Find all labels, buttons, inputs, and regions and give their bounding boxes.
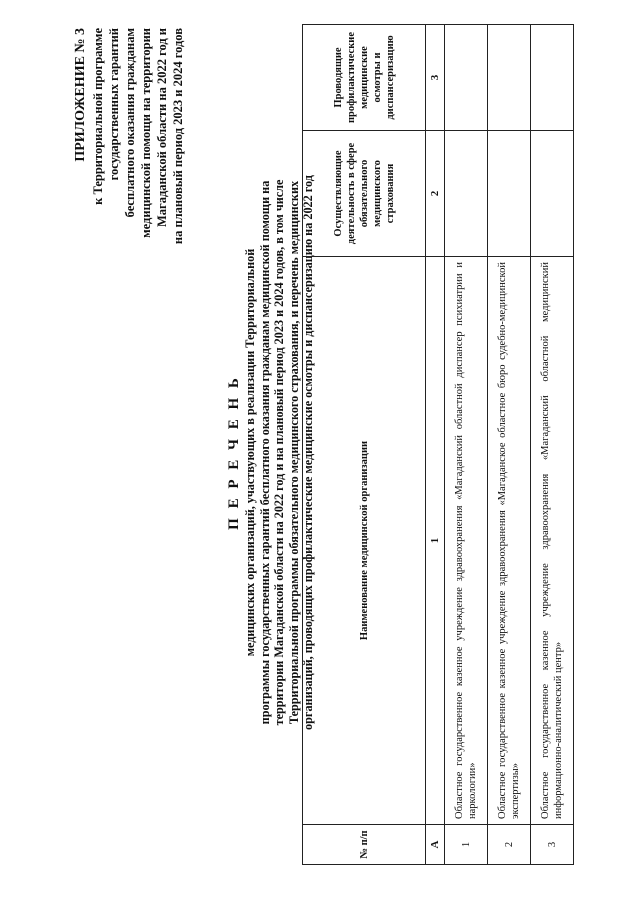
row-oms-cell — [445, 131, 488, 257]
table-row — [445, 25, 488, 865]
subtitle-line: территории Магаданской области на 2022 год и на плановый период 2023 и 2024 годов, в том числе — [272, 179, 286, 726]
table-row — [531, 25, 574, 865]
appendix-line: Магаданской области на 2022 год и — [155, 28, 169, 227]
row-oms-cell — [531, 131, 574, 257]
subtitle-line: организаций, проводящих профилактические медицинские осмотры и диспансеризацию на 2022 год — [301, 175, 315, 730]
table-row — [488, 25, 531, 865]
row-org-name: Областное государственное казенное учреждение здравоохранения «Магаданский областной медицинский информационно-аналитический центр» — [531, 257, 574, 825]
row-number: 2 — [488, 825, 531, 865]
appendix-line: государственных гарантий — [107, 28, 121, 181]
header-prof: Проводящие профилактические медицинские осмотры и диспансеризацию — [303, 25, 426, 131]
row-number: 1 — [445, 825, 488, 865]
document-heading: П Е Р Е Ч Е Н Ь — [226, 375, 242, 530]
header-number: № п/п — [303, 825, 426, 865]
column-number: 3 — [426, 25, 445, 131]
row-prof-cell — [445, 25, 488, 131]
row-oms-cell — [488, 131, 531, 257]
row-prof-cell — [488, 25, 531, 131]
column-number: А — [426, 825, 445, 865]
row-prof-cell — [531, 25, 574, 131]
row-org-name: Областное государственное казенное учреждение здравоохранения «Магаданское областное бюро судебно-медицинской экспертизы» — [488, 257, 531, 825]
column-number: 1 — [426, 257, 445, 825]
row-number: 3 — [531, 825, 574, 865]
table-header-row — [303, 25, 426, 865]
appendix-title: ПРИЛОЖЕНИЕ № 3 — [73, 28, 88, 162]
appendix-block — [72, 28, 186, 388]
row-org-name: Областное государственное казенное учреждение здравоохранения «Магаданский областной диспансер психиатрии и наркологии» — [445, 257, 488, 825]
appendix-line: к Территориальной программе — [91, 28, 105, 205]
header-org-name: Наименование медицинской организации — [303, 257, 426, 825]
header-oms: Осуществляющие деятельность в сфере обязательного медицинского страхования — [303, 131, 426, 257]
organizations-table — [302, 24, 574, 865]
column-number: 2 — [426, 131, 445, 257]
subtitle-line: Территориальной программы обязательного медицинского страхования, и перечень медицинских — [286, 180, 301, 725]
appendix-line: бесплатного оказания гражданам — [123, 28, 137, 218]
column-number-row — [426, 25, 445, 865]
subtitle-line: программы государственных гарантий бесплатного оказания гражданам медицинской помощи на — [257, 180, 272, 725]
subtitle-line: медицинских организаций, участвующих в реализации Территориальной — [243, 248, 257, 657]
appendix-line: медицинской помощи на территории — [139, 28, 153, 238]
appendix-line: на плановый период 2023 и 2024 годов — [171, 28, 185, 245]
